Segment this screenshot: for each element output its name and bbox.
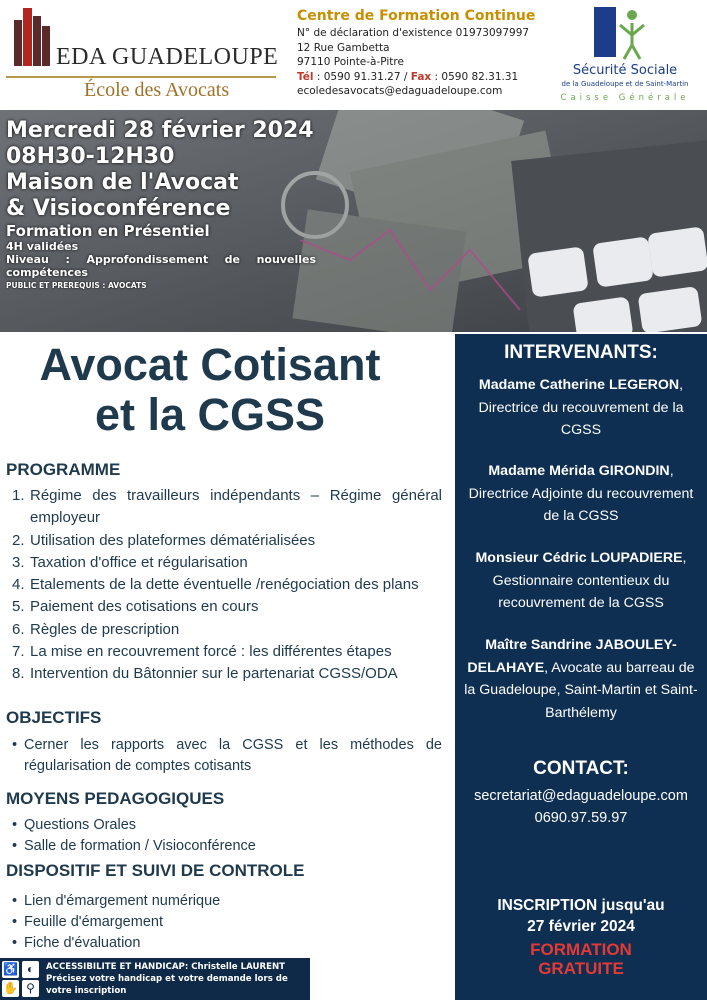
main-title [0,340,420,440]
eda-subtitle: École des Avocats [84,79,230,101]
intervenant: Madame Mérida GIRONDIN, Directrice Adjointe du recouvrement de la CGSS [468,463,694,524]
event-format: Formation en Présentiel [6,222,210,240]
list-item: 6. Règles de prescription [12,620,180,638]
eda-rule [6,76,276,78]
event-level: Niveau : Approfondissement de nouvelles compétences [6,253,316,279]
list-item: • Questions Orales [12,817,137,833]
fax-label: Fax [410,70,432,83]
free-label-2: GRATUITE [538,959,624,978]
list-item: 8. Intervention du Bâtonnier sur le partenariat CGSS/ODA [12,665,398,683]
event-banner [0,110,707,332]
event-date: Mercredi 28 février 2024 [6,118,314,143]
info-panel [455,334,707,1000]
intervenant: Madame Catherine LEGERON, Directrice du recouvrement de la CGSS [478,377,684,438]
list-item: 7. La mise en recouvrement forcé : les différentes étapes [12,643,392,661]
ss-caisse: Caisse Générale [560,93,690,103]
banner-text [6,118,316,291]
centre-title: Centre de Formation Continue [297,8,536,24]
intervenant-role: Gestionnaire contentieux du recouvrement de la CGSS [492,572,670,611]
list-item: • Salle de formation / Visioconférence [12,838,256,854]
intervenant: Monsieur Cédric LOUPADIERE, Gestionnaire contentieux du recouvrement de la CGSS [475,550,687,611]
intervenant-role: Directrice du recouvrement de la CGSS [478,399,684,438]
declaration: N° de déclaration d'existence 01973097997 [297,27,530,39]
securite-sociale-mark-icon [592,5,656,61]
centre-info [297,8,537,99]
objectifs-title: OBJECTIFS [6,708,102,727]
walking-icon: ⚲ [22,980,39,997]
list-item: 2. Utilisation des plateformes dématérialisées [12,531,316,549]
contact-email[interactable]: secretariat@edaguadeloupe.com [474,788,688,804]
list-item: • Feuille d'émargement [12,914,163,930]
eda-bars-icon [14,8,56,66]
accessibility-line1: ACCESSIBILITE ET HANDICAP: Christelle LAURENT [46,962,286,972]
eda-name: EDA GUADELOUPE [56,44,279,70]
accessibility-icons [2,960,42,998]
dispositif-list [6,891,442,954]
programme-list [6,485,442,686]
event-place: Maison de l'Avocat [6,170,239,195]
hearing-icon: ◐ [22,961,39,978]
intervenant-role: Avocate au barreau de la Guadeloupe, Saint-Martin et Saint-Barthélemy [464,659,698,721]
list-item: • Lien d'émargement numérique [12,893,221,909]
tel-label: Tél [297,70,314,83]
tel: 0590 91.31.27 [323,70,401,83]
programme-title: PROGRAMME [6,460,121,479]
accessibility-line3: votre inscription [46,986,127,997]
wheelchair-icon: ♿ [3,962,18,976]
dispositif-title: DISPOSITIF ET SUIVI DE CONTROLE [6,861,305,880]
intervenant-name: Maître Sandrine JABOULEY-DELAHAYE [467,637,677,676]
city: 97110 Pointe-à-Pitre [297,56,404,68]
event-time: 08H30-12H30 [6,144,175,169]
main-title-line1: Avocat Cotisant [39,339,381,390]
fax: 0590 82.31.31 [441,70,519,83]
intervenant-role: Directrice Adjointe du recouvrement de la CGSS [468,485,694,524]
contact-phone[interactable]: 0690.97.59.97 [534,810,628,826]
intervenant-name: Madame Catherine LEGERON [478,377,680,393]
intervenant: Maître Sandrine JABOULEY-DELAHAYE, Avocate au barreau de la Guadeloupe, Saint-Martin et Saint-Barthélemy [464,637,698,721]
list-item: 1. Régime des travailleurs indépendants – Régime général employeur [12,487,442,527]
eda-logo [6,6,282,102]
list-item: 3. Taxation d'office et régularisation [12,553,248,571]
event-place-visio: & Visioconférence [6,196,231,221]
accessibility-line2: Précisez votre handicap et votre demande lors de [46,974,288,985]
header [0,0,707,110]
intervenants-title: INTERVENANTS: [504,342,658,363]
inscription-date: 27 février 2024 [527,918,635,935]
moyens-title: MOYENS PEDAGOGIQUES [6,789,225,808]
phone-fax: Tél : 0590 91.31.27 / Fax : 0590 82.31.31 [297,70,519,83]
ss-name: Sécurité Sociale [572,63,678,78]
intervenant-name: Madame Mérida GIRONDIN [488,463,670,479]
ss-sub: de la Guadeloupe et de Saint-Martin [561,80,689,88]
list-item: • Cerner les rapports avec la CGSS et les méthodes de régularisation de comptes cotisants [12,737,442,774]
free-label-1: FORMATION [530,940,632,959]
securite-sociale-logo [550,5,700,105]
sign-language-icon: ✋ [3,981,18,995]
moyens-list [6,815,442,857]
intervenant-name: Monsieur Cédric LOUPADIERE [475,550,683,566]
objectifs-list [6,735,442,777]
main-title-line2: et la CGSS [94,389,326,440]
event-public: PUBLIC ET PREREQUIS : AVOCATS [6,281,147,290]
list-item: 5. Paiement des cotisations en cours [12,598,259,616]
contact-title: CONTACT: [533,758,629,779]
accessibility-text [46,961,308,998]
event-hours: 4H validées [6,240,79,253]
street: 12 Rue Gambetta [297,41,390,54]
centre-email: ecoledesavocats@edaguadeloupe.com [297,85,503,97]
inscription-deadline: INSCRIPTION jusqu'au [497,897,665,914]
list-item: 4. Etalements de la dette éventuelle /renégociation des plans [12,576,419,594]
list-item: • Fiche d'évaluation [12,935,141,951]
accessibility-box [0,958,310,1000]
